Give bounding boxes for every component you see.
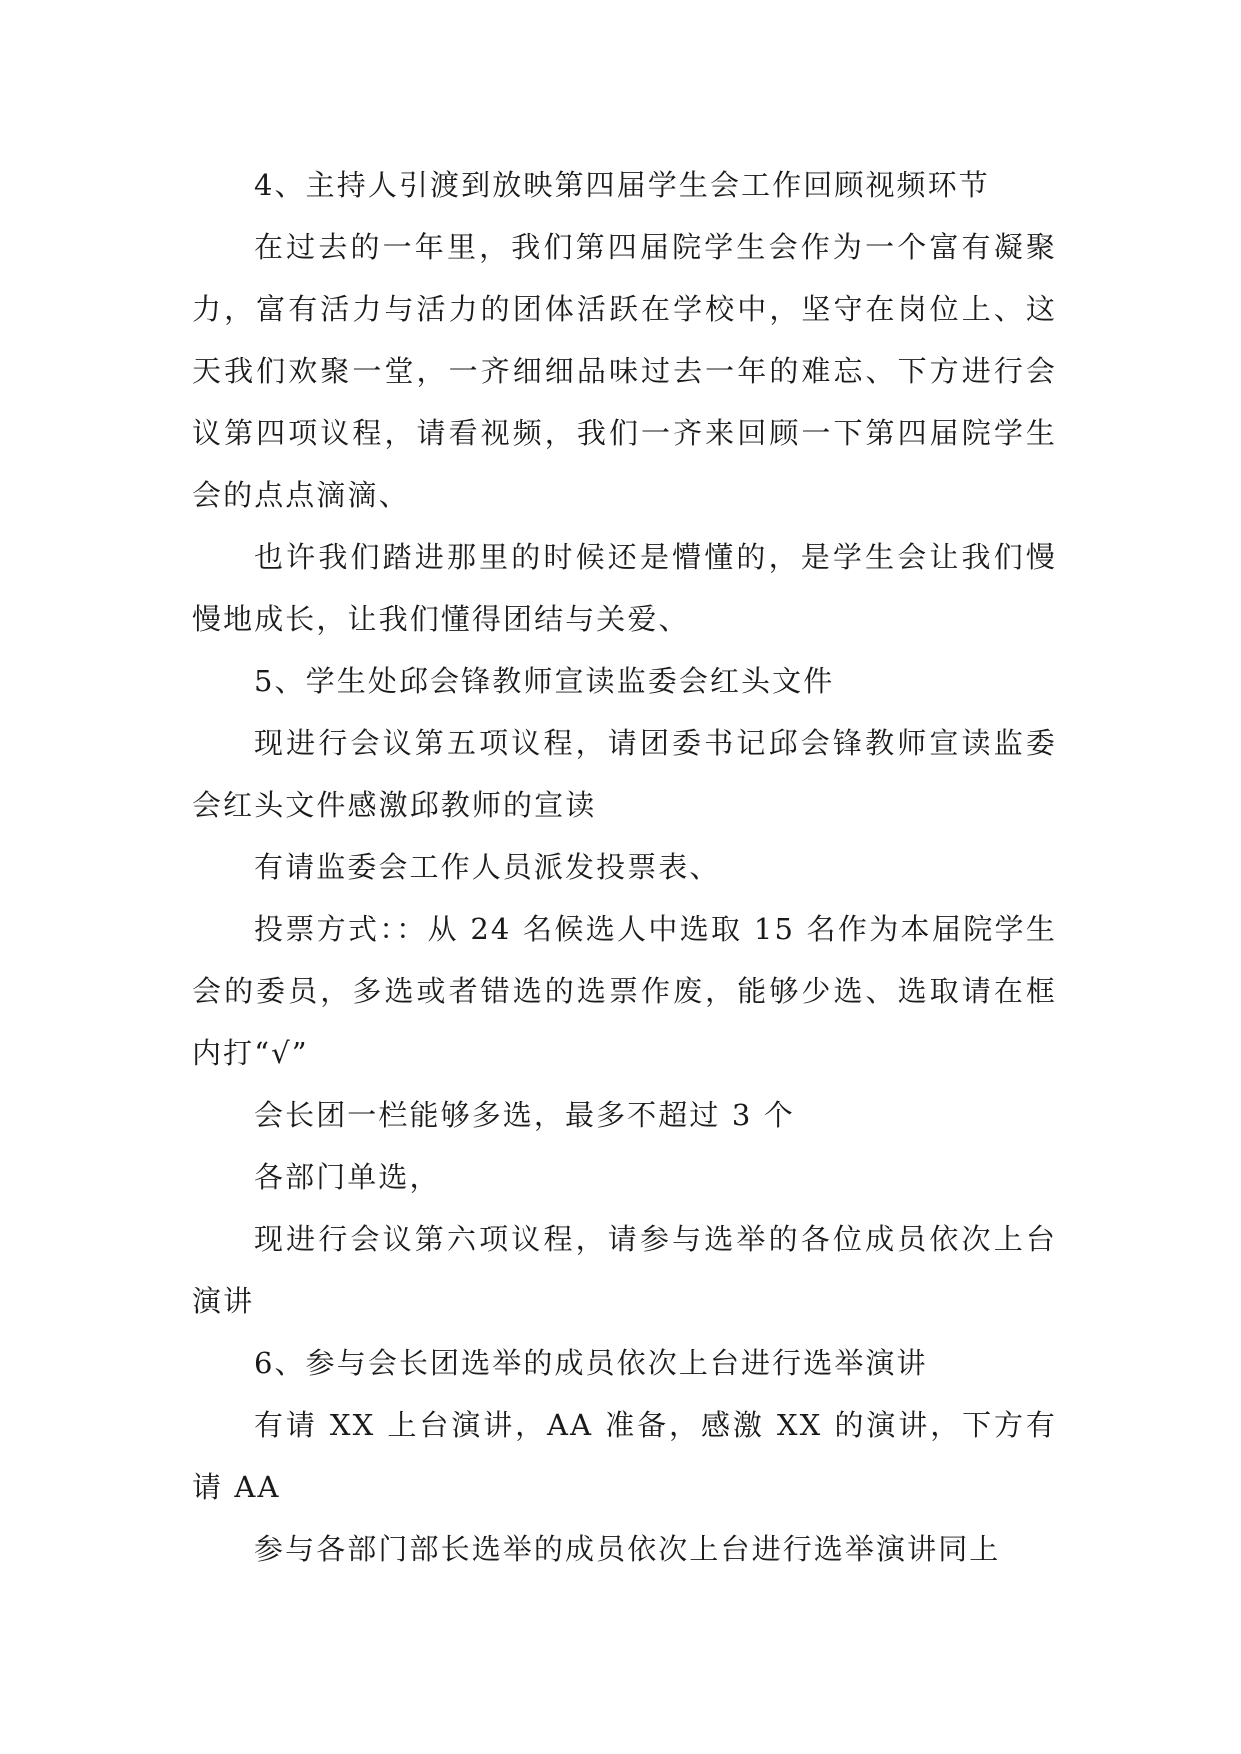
paragraph-item-5-heading: 5、学生处邱会锋教师宣读监委会红头文件	[254, 664, 835, 698]
paragraph-item-6-heading: 6、参与会长团选举的成员依次上台进行选举演讲	[254, 1346, 928, 1380]
paragraph-sixth-agenda: 现进行会议第六项议程，请参与选举的各位成员依次上台演讲	[192, 1222, 1057, 1318]
paragraph-past-year: 在过去的一年里，我们第四届院学生会作为一个富有凝聚力，富有活力与活力的团体活跃在学校中，坚守在岗位上、这天我们欢聚一堂，一齐细细品味过去一年的难忘、下方进行会议第四项议程，请看视频，我们一齐来回顾一下第四届院学生会的点点滴滴、	[192, 230, 1057, 512]
paragraph-department-rule: 各部门单选，	[254, 1160, 441, 1194]
paragraph-speech-order: 有请 XX 上台演讲，AA 准备，感激 XX 的演讲，下方有请 AA	[192, 1408, 1057, 1504]
paragraph-department-speeches: 参与各部门部长选举的成员依次上台进行选举演讲同上	[254, 1532, 1001, 1566]
paragraph-voting-method: 投票方式：：从 24 名候选人中选取 15 名作为本届院学生会的委员，多选或者错选的选票作废，能够少选、选取请在框内打“√”	[192, 912, 1057, 1070]
paragraph-presidium-rule: 会长团一栏能够多选，最多不超过 3 个	[254, 1098, 795, 1132]
paragraph-item-4-intro: 4、主持人引渡到放映第四届学生会工作回顾视频环节	[254, 168, 990, 202]
paragraph-distribute-ballots: 有请监委会工作人员派发投票表、	[254, 850, 721, 884]
document-body	[192, 154, 1057, 1580]
paragraph-growth: 也许我们踏进那里的时候还是懵懂的，是学生会让我们慢慢地成长，让我们懂得团结与关爱、	[192, 540, 1057, 636]
paragraph-fifth-agenda: 现进行会议第五项议程，请团委书记邱会锋教师宣读监委会红头文件感激邱教师的宣读	[192, 726, 1057, 822]
